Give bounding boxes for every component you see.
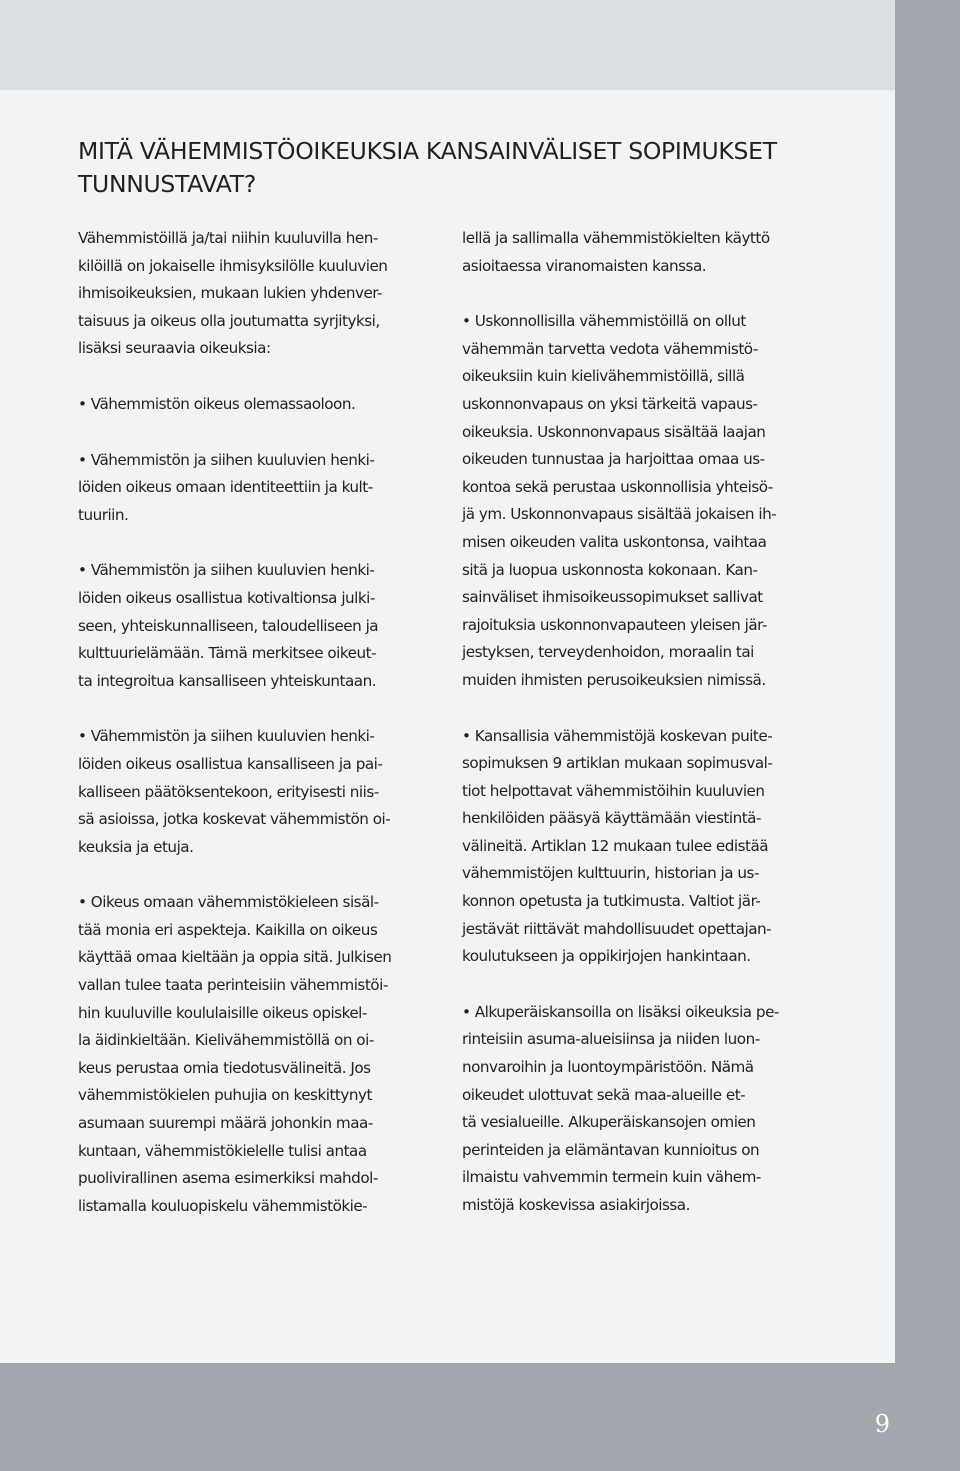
text-line: jä ym. Uskonnonvapaus sisältää jokaisen ih- [462, 505, 777, 524]
paragraph [462, 999, 822, 1220]
text-line: vähemmistökielen puhujia on keskittynyt [78, 1086, 372, 1105]
paragraph [78, 391, 438, 419]
text-line: • Kansallisia vähemmistöjä koskevan puite- [462, 726, 773, 745]
text-line: • Oikeus omaan vähemmistökieleen sisäl- [78, 893, 379, 912]
text-line: oikeuksia. Uskonnonvapaus sisältää laajan [462, 422, 766, 441]
text-line: • Vähemmistön ja siihen kuuluvien henki- [78, 727, 375, 746]
right-column [462, 225, 822, 1248]
text-line: löiden oikeus osallistua kotivaltionsa julki- [78, 588, 375, 607]
text-line: tiot helpottavat vähemmistöihin kuuluvien [462, 781, 765, 800]
text-line: ihmisoikeuksien, mukaan lukien yhdenver- [78, 284, 383, 303]
header-band [0, 0, 895, 90]
text-line: tää monia eri aspekteja. Kaikilla on oikeus [78, 920, 378, 939]
text-line: koulutukseen ja oppikirjojen hankintaan. [462, 947, 751, 966]
paragraph [462, 225, 822, 280]
text-line: löiden oikeus osallistua kansalliseen ja pai- [78, 754, 383, 773]
text-line: vähemmistöjen kulttuurin, historian ja us- [462, 864, 759, 883]
text-line: käyttää omaa kieltään ja oppia sitä. Julkisen [78, 948, 392, 967]
text-line: • Alkuperäiskansoilla on lisäksi oikeuksia pe- [462, 1002, 779, 1021]
text-line: asumaan suurempi määrä johonkin maa- [78, 1114, 373, 1133]
side-strip [895, 0, 960, 1471]
text-line: kilöillä on jokaiselle ihmisyksilölle kuuluvien [78, 256, 388, 275]
text-line: misen oikeuden valita uskontonsa, vaihtaa [462, 532, 767, 551]
paragraph [78, 447, 438, 530]
text-line: • Vähemmistön ja siihen kuuluvien henki- [78, 561, 375, 580]
text-line: perinteiden ja elämäntavan kunnioitus on [462, 1140, 760, 1159]
text-line: puolivirallinen asema esimerkiksi mahdol- [78, 1169, 378, 1188]
text-line: sopimuksen 9 artiklan mukaan sopimusval- [462, 754, 773, 773]
text-line: sitä ja luopua uskonnosta kokonaan. Kan- [462, 560, 758, 579]
text-line: sä asioissa, jotka koskevat vähemmistön oi- [78, 810, 391, 829]
text-line: • Vähemmistön oikeus olemassaoloon. [78, 394, 356, 413]
text-line: ilmaistu vahvemmin termein kuin vähem- [462, 1168, 761, 1187]
text-line: henkilöiden pääsyä käyttämään viestintä- [462, 809, 761, 828]
text-line: hin kuuluville koululaisille oikeus opiskel- [78, 1003, 367, 1022]
paragraph [462, 723, 822, 971]
footer-band [0, 1363, 895, 1471]
page-number: 9 [874, 1410, 890, 1438]
text-line: kuntaan, vähemmistökielelle tulisi antaa [78, 1141, 367, 1160]
text-line: rajoituksia uskonnonvapauteen yleisen jär- [462, 615, 767, 634]
paragraph [462, 308, 822, 694]
text-line: tuuriin. [78, 505, 129, 524]
text-line: nonvaroihin ja luontoympäristöön. Nämä [462, 1058, 754, 1077]
text-line: seen, yhteiskunnalliseen, taloudelliseen ja [78, 616, 379, 635]
text-line: rinteisiin asuma-alueisiinsa ja niiden luon- [462, 1030, 760, 1049]
text-line: • Vähemmistön ja siihen kuuluvien henki- [78, 450, 375, 469]
text-line: asioitaessa viranomaisten kanssa. [462, 256, 707, 275]
text-line: vähemmän tarvetta vedota vähemmistö- [462, 339, 758, 358]
text-line: keus perustaa omia tiedotusvälineitä. Jos [78, 1058, 371, 1077]
paragraph [78, 723, 438, 861]
text-line: uskonnonvapaus on yksi tärkeitä vapaus- [462, 394, 758, 413]
text-line: löiden oikeus omaan identiteettiin ja kult- [78, 478, 373, 497]
text-line: jestyksen, terveydenhoidon, moraalin tai [462, 643, 754, 662]
paragraph [78, 889, 438, 1220]
text-line: muiden ihmisten perusoikeuksien nimissä. [462, 670, 766, 689]
text-line: lellä ja sallimalla vähemmistökielten käyttö [462, 229, 770, 247]
text-line: sainväliset ihmisoikeussopimukset sallivat [462, 588, 763, 607]
text-line: ta integroitua kansalliseen yhteiskuntaan. [78, 671, 377, 690]
text-line: taisuus ja oikeus olla joutumatta syrjityksi, [78, 311, 380, 330]
text-line: la äidinkieltään. Kielivähemmistöllä on oi- [78, 1031, 374, 1050]
text-line: kontoa sekä perustaa uskonnollisia yhteisö- [462, 477, 773, 496]
text-line: Vähemmistöillä ja/tai niihin kuuluvilla hen- [78, 229, 378, 247]
text-line: oikeudet ulottuvat sekä maa-alueille et- [462, 1085, 746, 1104]
text-line: tä vesialueille. Alkuperäiskansojen omien [462, 1113, 756, 1132]
text-line: listamalla kouluopiskelu vähemmistökie- [78, 1196, 368, 1215]
paragraph [78, 557, 438, 695]
text-line: jestävät riittävät mahdollisuudet opettajan- [462, 919, 772, 938]
text-line: mistöjä koskevissa asiakirjoissa. [462, 1196, 690, 1214]
text-line: vallan tulee taata perinteisiin vähemmistöi- [78, 976, 388, 995]
text-line: • Uskonnollisilla vähemmistöillä on ollut [462, 312, 746, 331]
text-line: lisäksi seuraavia oikeuksia: [78, 339, 271, 358]
text-line: konnon opetusta ja tutkimusta. Valtiot jär- [462, 892, 761, 911]
text-line: välineitä. Artiklan 12 mukaan tulee edistää [462, 836, 769, 855]
text-line: keuksia ja etuja. [78, 837, 194, 856]
page-title: MITÄ VÄHEMMISTÖOIKEUKSIA KANSAINVÄLISET SOPIMUKSET TUNNUSTAVAT? [78, 137, 777, 198]
text-line: oikeuden tunnustaa ja harjoittaa omaa us- [462, 450, 765, 469]
paragraph [78, 225, 438, 363]
left-column [78, 225, 438, 1248]
text-line: kulttuurielämään. Tämä merkitsee oikeut- [78, 644, 377, 663]
text-line: oikeuksiin kuin kielivähemmistöillä, sillä [462, 367, 745, 386]
text-line: kalliseen päätöksentekoon, erityisesti niis- [78, 782, 379, 801]
